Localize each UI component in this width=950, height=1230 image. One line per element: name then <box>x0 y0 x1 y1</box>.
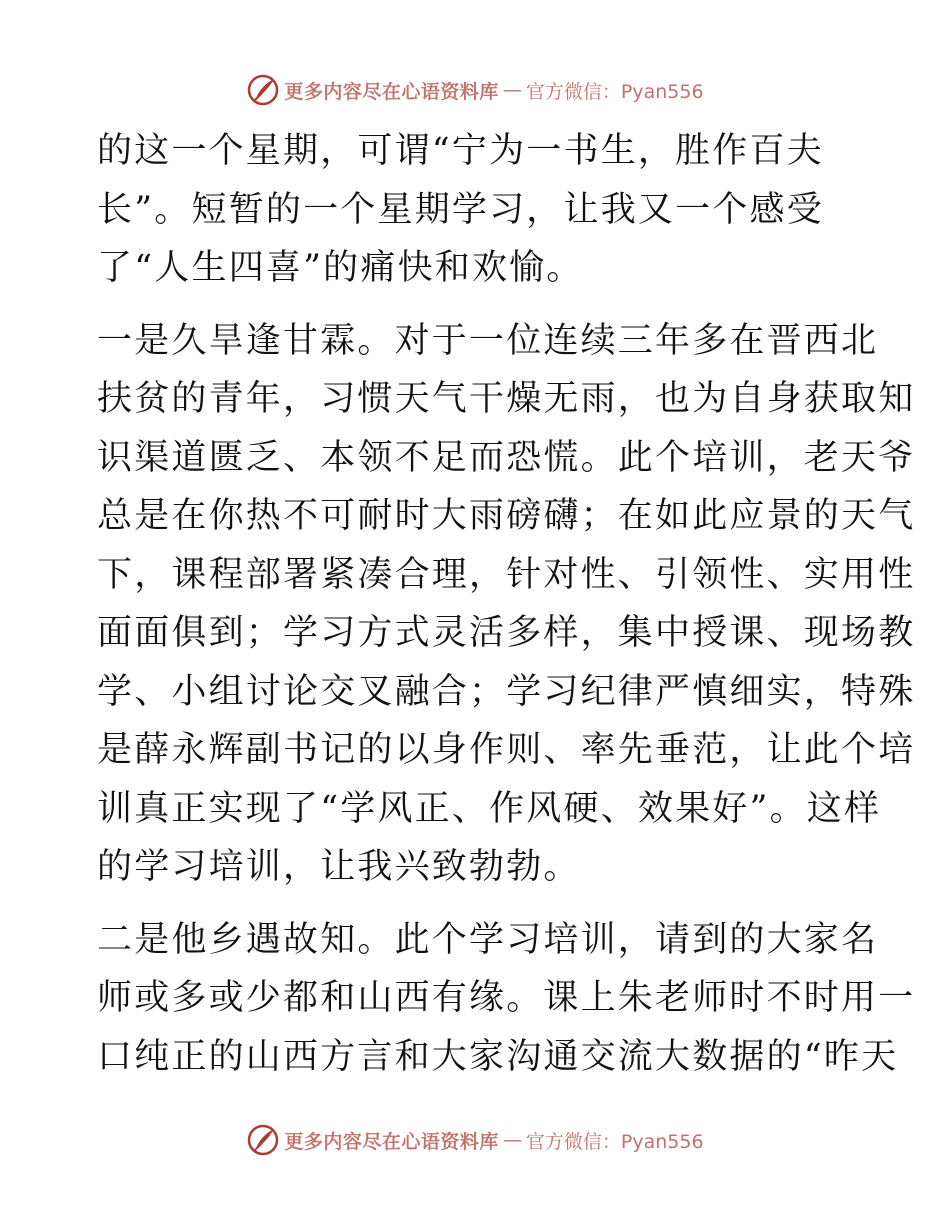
text-line: 识渠道匮乏、本领不足而恐慌。此个培训，老天爷 <box>97 437 916 478</box>
watermark-promo-text: 更多内容尽在心语资料库 <box>284 1130 499 1153</box>
watermark-promo-text: 更多内容尽在心语资料库 <box>284 80 499 103</box>
watermark-dash: — <box>502 1129 522 1151</box>
text-line: 的学习培训，让我兴致勃勃。 <box>97 847 581 887</box>
text-line: 训真正实现了“学风正、作风硬、效果好”。这样 <box>97 788 882 829</box>
text-line: 长”。短暂的一个星期学习，让我又一个感受 <box>97 189 824 230</box>
text-line: 的这一个星期，可谓“宁为一书生，胜作百夫 <box>97 131 824 171</box>
text-line: 了“人生四喜”的痛快和欢愉。 <box>97 248 584 288</box>
text-line: 一是久旱逢甘霖。对于一位连续三年多在晋西北 <box>97 320 879 361</box>
text-line: 学、小组讨论交叉融合；学习纪律严慎细实，特殊 <box>97 671 916 712</box>
text-line: 下，课程部署紧凑合理，针对性、引领性、实用性 <box>97 554 916 595</box>
watermark-contact-text: 官方微信：Pyan556 <box>525 80 704 103</box>
watermark-contact-text: 官方微信：Pyan556 <box>525 1130 704 1153</box>
paragraph-2 <box>97 312 916 897</box>
document-body <box>97 122 916 1086</box>
feather-logo-icon <box>246 73 280 107</box>
text-line: 口纯正的山西方言和大家沟通交流大数据的“昨天 <box>97 1036 899 1077</box>
watermark-banner-bottom <box>0 1120 950 1160</box>
text-line: 面面俱到；学习方式灵活多样，集中授课、现场教 <box>97 613 916 653</box>
text-line: 扶贫的青年，习惯天气干燥无雨，也为自身获取知 <box>97 379 916 419</box>
text-line: 师或多或少都和山西有缘。课上朱老师时不时用一 <box>97 978 916 1018</box>
text-line: 总是在你热不可耐时大雨磅礴；在如此应景的天气 <box>97 496 916 536</box>
paragraph-1 <box>97 122 857 298</box>
text-line: 是薛永辉副书记的以身作则、率先垂范，让此个培 <box>97 730 916 770</box>
watermark-banner-top <box>0 70 950 110</box>
text-line: 二是他乡遇故知。此个学习培训，请到的大家名 <box>97 919 879 960</box>
paragraph-3 <box>97 911 916 1087</box>
feather-logo-icon <box>246 1123 280 1157</box>
watermark-dash: — <box>502 79 522 101</box>
